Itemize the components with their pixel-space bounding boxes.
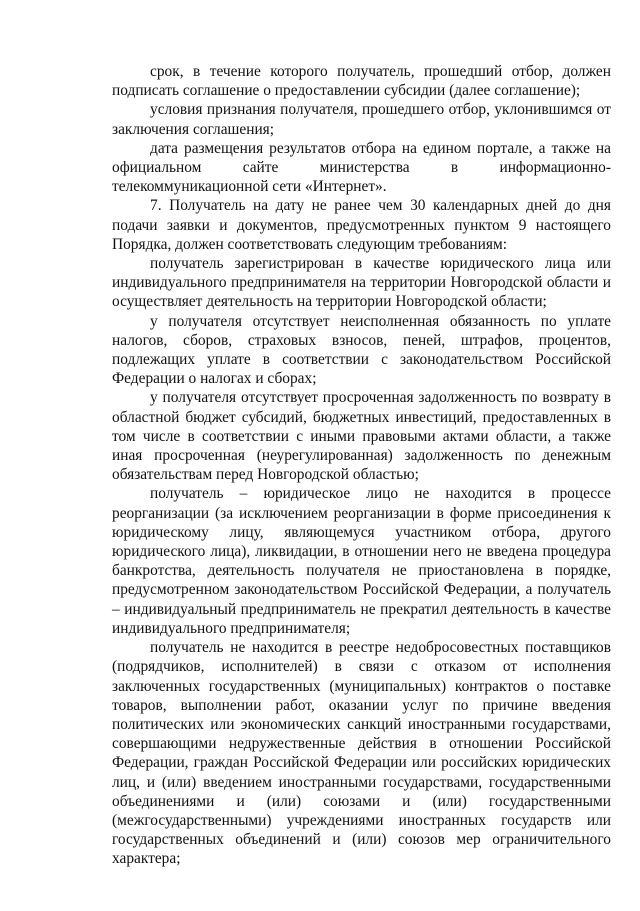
paragraph-registration-requirement: получатель зарегистрирован в качестве юридического лица или индивидуального предпринимателя на территории Новгородской области и осуществляет деятельность на территории Новгородской области; (112, 255, 611, 311)
paragraph-registry-requirement: получатель не находится в реестре недобросовестных поставщиков (подрядчиков, исполнителей) в связи с отказом от исполнения заключенных государственных (муниципальных) контрактов о поставке товаров, выполнении работ, оказании услуг по причине введения политических или экономических санкций иностранными государствами, совершающими недружественные действия в отношении Российской Федерации, граждан Российской Федерации или российских юридических лиц, и (или) введением иностранными государствами, государственными объединениями и (или) союзами и (или) государственными (межгосударственными) учреждениями иностранных государств или государственных объединений и (или) союзов мер ограничительного характера; (112, 639, 611, 868)
paragraph-results-publication: дата размещения результатов отбора на едином портале, а также на официальном сайте министерства в информационно-телекоммуникационной сети «Интернет». (112, 139, 611, 196)
paragraph-reorganization-requirement: получатель – юридическое лицо не находится в процессе реорганизации (за исключением реорганизации в форме присоединения к юридическому лицу, являющемуся участником отбора, другого юридического лица), ликвидации, в отношении него не введена процедура банкротства, деятельность получателя не приостановлена в порядке, предусмотренном законодательством Российской Федерации, а получатель – индивидуальный предприниматель не прекратил деятельность в качестве индивидуального предпринимателя; (112, 485, 611, 637)
paragraph-tax-requirement: у получателя отсутствует неисполненная обязанность по уплате налогов, сборов, страховых взносов, пеней, штрафов, процентов, подлежащих уплате в соответствии с законодательством Российской Федерации о налогах и сборах; (112, 312, 611, 388)
paragraph-section-7: 7. Получатель на дату не ранее чем 30 календарных дней до дня подачи заявки и документов, предусмотренных пунктом 9 настоящего Порядка, должен соответствовать следующим требованиям: (112, 197, 611, 253)
document-page (112, 62, 611, 869)
paragraph-agreement-deadline: срок, в течение которого получатель, прошедший отбор, должен подписать соглашение о предоставлении субсидии (далее соглашение); (112, 63, 611, 100)
paragraph-evasion-conditions: условия признания получателя, прошедшего отбор, уклонившимся от заключения соглашения; (112, 101, 611, 138)
paragraph-debt-requirement: у получателя отсутствует просроченная задолженность по возврату в областной бюджет субсидий, бюджетных инвестиций, предоставленных в том числе в соответствии с иными правовыми актами области, а также иная просроченная (неурегулированная) задолженность по денежным обязательствам перед Новгородской областью; (112, 389, 611, 484)
